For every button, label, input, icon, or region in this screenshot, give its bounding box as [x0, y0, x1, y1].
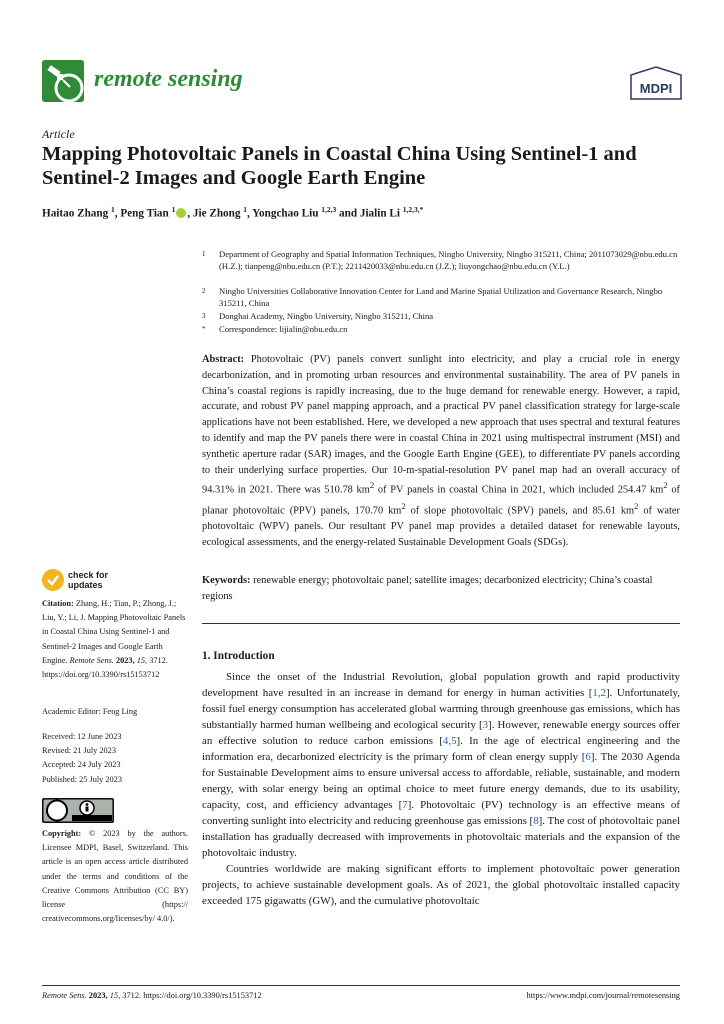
affiliation-2: [202, 286, 682, 309]
citation-block: [42, 597, 188, 682]
citation-year: 2023,: [115, 655, 135, 665]
keywords-label: Keywords:: [202, 575, 251, 586]
satellite-icon: [42, 60, 84, 102]
introduction-body: [202, 669, 680, 909]
citation-link[interactable]: 1,2: [592, 687, 607, 699]
check-for-updates-button[interactable]: [42, 569, 122, 593]
dates-block: [42, 730, 188, 787]
journal-header: [42, 60, 682, 110]
mdpi-logo-text: MDPI: [639, 81, 673, 96]
author-name[interactable]: Jie Zhong: [192, 207, 241, 220]
citation-label: Citation:: [42, 599, 74, 608]
abstract-text: of planar photovoltaic (PPV) panels, 170.70 km: [202, 484, 680, 517]
affiliation-number: 3: [202, 312, 206, 320]
author-affil-sup: 1: [171, 205, 176, 214]
date-accepted: Accepted: 24 July 2023: [42, 760, 121, 770]
citation-doi[interactable]: 3712. https://doi.org/10.3390/rs15153712: [42, 655, 168, 680]
affiliation-number: 1: [202, 250, 206, 258]
copyright-label: Copyright:: [42, 829, 82, 838]
keywords: [202, 573, 680, 605]
citation-link[interactable]: 6: [585, 751, 591, 763]
author-separator: ,: [247, 207, 250, 220]
date-revised: Revised: 21 July 2023: [42, 746, 116, 756]
orcid-icon[interactable]: [176, 208, 186, 218]
paragraph: Countries worldwide are making significant efforts to implement photovoltaic power generation projects, to achieve sustainable development goals. As of 2021, the global photovoltaic installed capacity exceeded 175 gigawatts (GW), and the cumulative photovoltaic: [202, 863, 680, 907]
footer-divider: [42, 985, 680, 986]
citation-text: Zhang, H.; Tian, P.; Zhong, J.; Liu, Y.; Li, J. Mapping Photovoltaic Panels in Coastal China Using Sentinel-1 and Sentinel-2 Images and Google Earth Engine.: [42, 599, 186, 665]
abstract-label: Abstract:: [202, 354, 245, 365]
date-published: Published: 25 July 2023: [42, 774, 122, 784]
abstract-text: of slope photovoltaic (SPV) panels, and 85.61 km: [405, 505, 635, 517]
superscript: 2: [401, 500, 406, 511]
article-type: Article: [42, 127, 75, 141]
abstract-text: of water photovoltaic (WPV) panels. Our resultant PV panel map provides a detailed dataset for renewable layouts, ecological assessments, and the energy-related Sustainable Development Goals (SDGs).: [202, 505, 680, 548]
affiliation-text: Donghai Academy, Ningbo University, Ningbo 315211, China: [219, 311, 434, 321]
author-name[interactable]: Jialin Li: [359, 207, 400, 220]
author-affil-sup: 1,2,3: [321, 205, 337, 214]
footer-citation: [42, 991, 262, 1000]
paragraph: Since the onset of the Industrial Revolution, global population growth and rapid productivity development have resulted in an increase in demand for energy in human activities [1,2]. Unfortunately, fossil fuel energy consumption has accelerated global warming through greenhouse gas emissions, which has substantially harmed human wellbeing and ecological security [3]. However, renewable energy sources offer an effective solution to reduce carbon emissions [4,5]. In the age of electrical engineering and the information era, decarbonized electricity is the primary form of clean energy supply [6]. The 2030 Agenda for Sustainable Development aims to ensure universal access to affordable, reliable, sustainable, and modern energy, with solar energy being an optimal choice to meet future energy demands, due to its usability, capacity, cost, and efficiency advantages [7]. Photovoltaic (PV) technology is an effective means of converting sunlight into electricity and reducing greenhouse gas emissions [8]. The cost of photovoltaic panel installation has gradually decreased with improvements in photovoltaic materials and the expansion of the photovoltaic industry.: [202, 671, 681, 859]
article-title: Mapping Photovoltaic Panels in Coastal China Using Sentinel-1 and Sentinel-2 Images and Google Earth Engine: [42, 143, 637, 189]
author-affil-sup: 1: [111, 205, 115, 214]
abstract: [202, 352, 680, 551]
footer-journal: Remote Sens.: [42, 991, 87, 1000]
cc-by-license-badge[interactable]: [42, 798, 114, 823]
superscript: 2: [634, 500, 639, 511]
footer-year: 2023,: [88, 991, 108, 1000]
affiliation-1: [202, 249, 682, 272]
superscript: 2: [663, 480, 668, 491]
affiliation-text: Ningbo Universities Collaborative Innovation Center for Land and Marine Spatial Utilization and Governance Research, Ningbo 315211, China: [219, 286, 663, 308]
section-heading: 1. Introduction: [202, 650, 275, 662]
citation-volume: 15,: [136, 655, 148, 665]
author-list: [42, 205, 692, 220]
author-affil-sup: 1,2,3,*: [402, 205, 424, 214]
affiliation-text: Department of Geography and Spatial Information Techniques, Ningbo University, Ningbo 315211, China; 2011073029@nbu.edu.cn (H.Z.); tianpeng@nbu.edu.cn (P.T.); 2211420033@nbu.edu.cn (J.Z.); liuyongchao@nbu.edu.cn (Y.L.): [219, 249, 678, 271]
citation-link[interactable]: 8: [533, 815, 539, 827]
check-updates-line1: check for: [68, 570, 109, 580]
footer-volume: 15,: [109, 991, 121, 1000]
check-updates-icon: [42, 569, 64, 591]
copyright-block: [42, 827, 188, 926]
author-affil-sup: 1: [243, 205, 248, 214]
abstract-text: of PV panels in coastal China in 2021, which included 254.47 km: [374, 484, 664, 496]
author-separator-and: and: [339, 207, 358, 220]
citation-journal: Remote Sens.: [69, 655, 114, 665]
author-name[interactable]: Peng Tian: [120, 207, 169, 220]
author-name[interactable]: Yongchao Liu: [252, 207, 319, 220]
author-name[interactable]: Haitao Zhang: [42, 207, 109, 220]
citation-link[interactable]: 3: [482, 719, 489, 731]
journal-name: remote sensing: [94, 66, 243, 92]
abstract-text: Photovoltaic (PV) panels convert sunlight into electricity, and play a crucial role in energy decarbonization, and in promoting urban resources and environmental sustainability. The area of PV panels in China’s coastal regions is rapidly increasing, due to the huge demand for renewable energy. However, a rapid, accurate, and robust PV panel mapping approach, and a practical PV panel classification strategy for large-scale applications have not been established. Here, we developed a new approach that uses spectral and textural features to identify and map the PV panels there were in coastal China in 2021 using multispectral instrument (MSI) and synthetic aperture radar (SAR) images, and the Google Earth Engine (GEE), to differentiate PV panels according to their underlying surface properties. Our 10-m-spatial-resolution PV panel map had an overall accuracy of 94.31% in 2021. There was 510.78 km: [202, 354, 680, 496]
author-separator: ,: [187, 207, 191, 220]
footer-journal-url[interactable]: https://www.mdpi.com/journal/remotesensing: [526, 991, 680, 1000]
affiliation-number: 2: [202, 287, 206, 295]
affiliation-3: [202, 311, 682, 323]
correspondence: [202, 324, 682, 336]
date-received: Received: 12 June 2023: [42, 732, 122, 741]
check-updates-line2: updates: [68, 580, 103, 590]
check-updates-label: [68, 570, 108, 590]
citation-link[interactable]: 7: [402, 799, 408, 811]
superscript: 2: [369, 480, 375, 491]
correspondence-text: Correspondence: lijialin@nbu.edu.cn: [219, 324, 348, 334]
citation-link[interactable]: 4,5: [442, 735, 457, 747]
divider: [202, 623, 680, 624]
keywords-text: renewable energy; photovoltaic panel; satellite images; decarbonized electricity; China’s coastal regions: [202, 575, 653, 602]
footer-doi[interactable]: 3712. https://doi.org/10.3390/rs15153712: [122, 991, 262, 1000]
author-separator: ,: [114, 207, 118, 220]
affiliation-number: *: [202, 325, 206, 333]
journal-logo: [42, 60, 84, 102]
academic-editor: Academic Editor: Feng Ling: [42, 707, 138, 716]
copyright-text: © 2023 by the authors. Licensee MDPI, Basel, Switzerland. This article is an open access article distributed under the terms and conditions of the Creative Commons Attribution (CC BY) license (https:// creativecommons.org/licenses/by/ 4.0/).: [42, 829, 188, 924]
mdpi-logo[interactable]: [630, 66, 682, 100]
